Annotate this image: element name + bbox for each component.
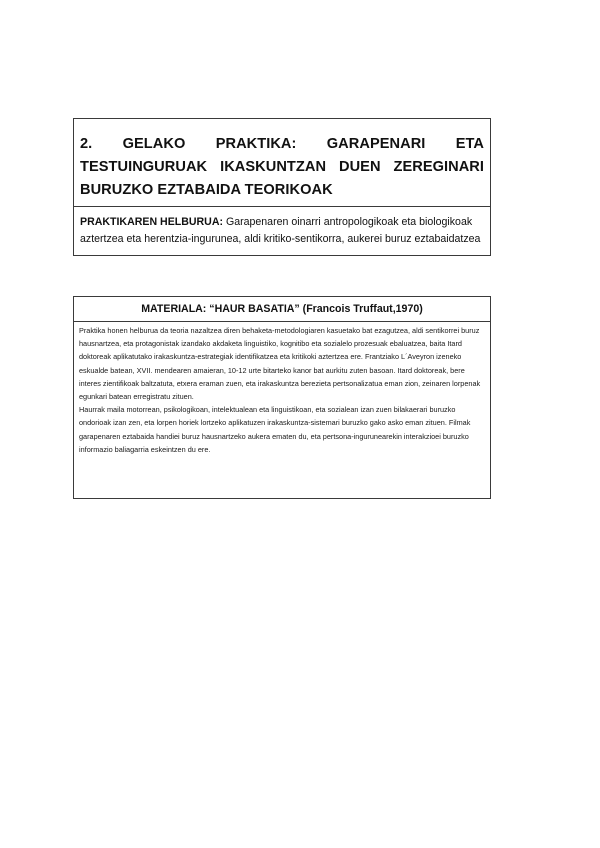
material-header: [74, 297, 490, 322]
material-label: MATERIALA: “HAUR BASATIA”: [141, 303, 300, 315]
practice-info-box: [73, 118, 491, 256]
purpose-text: Garapenaren oinarri antropologikoak eta biologikoak aztertzea eta herentzia-ingurunea, aldi kritiko-sentikorra, aukerei buruz eztabaidatzea: [80, 216, 481, 245]
practice-title: 2. GELAKO PRAKTIKA: GARAPENARI ETA TESTUINGURUAK IKASKUNTZAN DUEN ZEREGINARI BURUZKO EZTABAIDA TEORIKOAK: [74, 119, 490, 207]
material-box: [73, 296, 491, 499]
practice-purpose: [74, 207, 490, 247]
material-body: [74, 322, 490, 456]
purpose-label: PRAKTIKAREN HELBURUA:: [80, 216, 224, 228]
material-paragraph: Praktika honen helburua da teoria nazaltzea diren behaketa-metodologiaren kasuetako bat ezagutzea, aldi sentikorrei buruz hausnartzea, eta protagonistak izandako akdaketa linguistiko, kognitibo eta sozialelo prozesuak ebaluatzea, baita Itard doktoreak aplikatutako irakaskuntza-estrategiak identifikatzea eta kritikoki aztertzea ere. Frantziako L´Aveyron izeneko eskualde batean, XVII. mendearen amaieran, 10-12 urte bitarteko kanor bat aurkitu zuten basoan. Itard doktoreak, bere interes zientifikoak baltzatuta, etxera eraman zuen, eta irakaskuntza berezieta pertsonalizatua eman zion, zeinaren lorpenak egunkari batean erregistratu zituen.: [79, 326, 481, 402]
material-source: (Francois Truffaut,1970): [299, 303, 423, 315]
material-paragraph: Haurrak maila motorrean, psikologikoan, intelektualean eta linguistikoan, eta sozialean izan zuen bilakaerari buruzko ondorioak izan zen, eta lorpen horiek lortzeko aplikatuzen irakaskuntza-sistemari buruzko gako asko eman zituen. Filmak garapenaren eztabaida handiei buruz hausnartzeko aukera ematen du, eta pertsona-ingurunearekin interakzioei buruzko informazio baliagarria eskeintzen du ere.: [79, 405, 471, 454]
